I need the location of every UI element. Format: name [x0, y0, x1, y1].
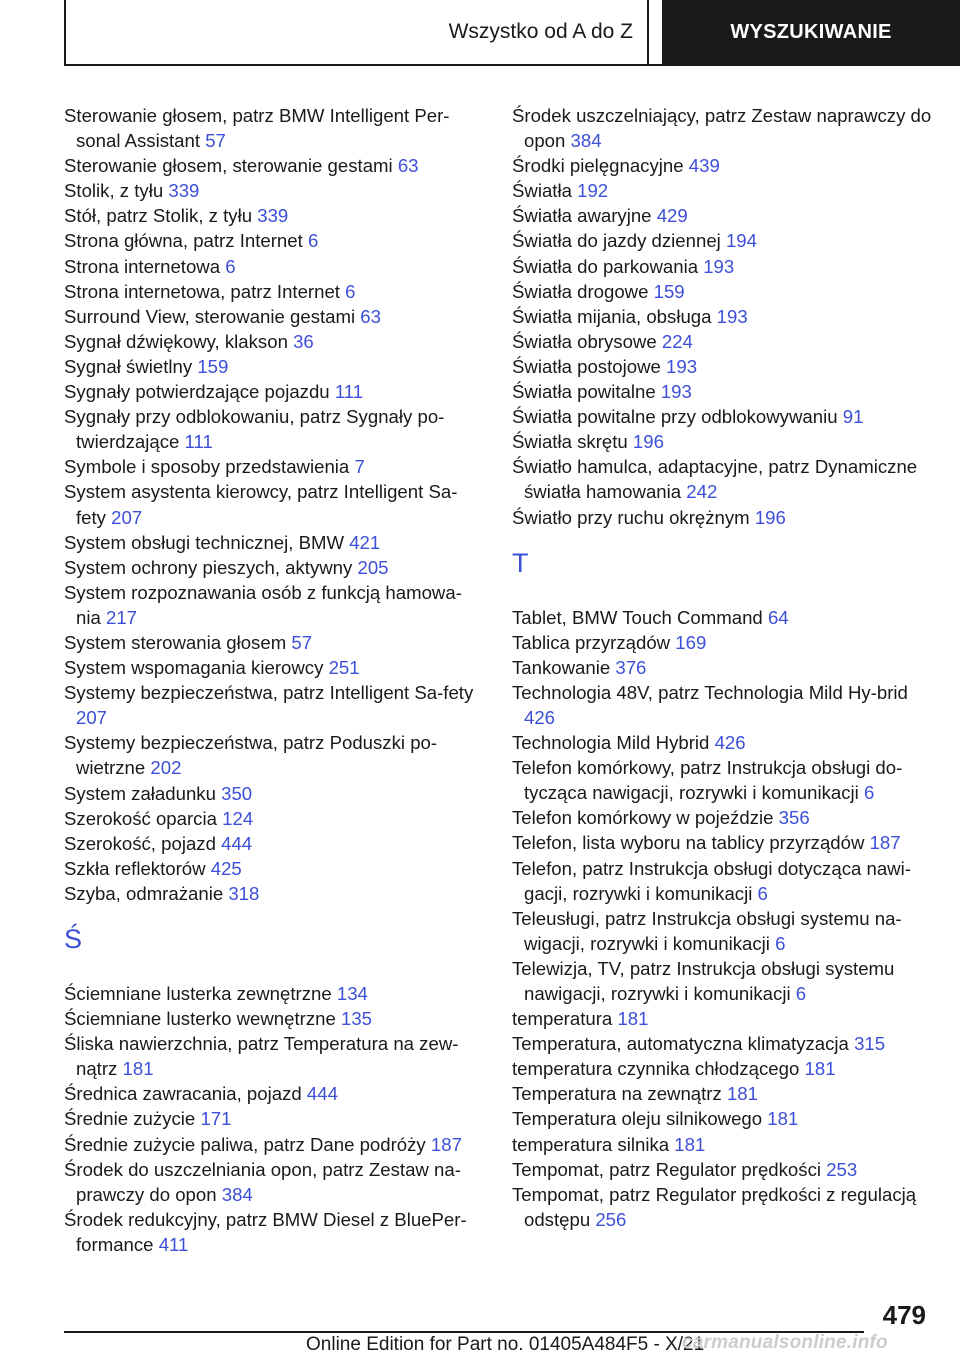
index-entry	[64, 781, 484, 806]
index-entry-text: Temperatura oleju silnikowego	[512, 1108, 763, 1130]
page-reference-link[interactable]: 193	[660, 381, 692, 403]
index-entry	[512, 429, 932, 454]
index-entry-text: Środek uszczelniający, patrz Zestaw naprawczy do opon	[512, 105, 932, 152]
page-reference-link[interactable]: 6	[863, 782, 875, 804]
page-reference-link[interactable]: 426	[524, 706, 556, 728]
index-letter-heading: T	[512, 547, 529, 578]
page-reference-link[interactable]: 426	[714, 732, 746, 754]
index-entry	[512, 805, 932, 830]
page-reference-link[interactable]: 6	[795, 983, 807, 1004]
page-reference-link[interactable]: 187	[430, 1133, 462, 1155]
page-reference-link[interactable]: 256	[595, 1208, 627, 1230]
index-entry	[512, 1132, 932, 1157]
index-entry	[64, 530, 484, 555]
index-entry-text: Tempomat, patrz Regulator prędkości	[512, 1158, 822, 1180]
index-entry	[512, 1081, 932, 1106]
index-entry	[512, 329, 932, 354]
index-entry-text: Szkła reflektorów	[64, 857, 206, 879]
page-reference-link[interactable]: 421	[349, 531, 381, 553]
index-entry	[512, 203, 932, 228]
page-number: 479	[882, 1300, 926, 1330]
page-reference-link[interactable]: 251	[328, 657, 360, 679]
index-entry-text: Średnie zużycie paliwa, patrz Dane podróży	[64, 1133, 426, 1155]
page-reference-link[interactable]: 350	[221, 782, 253, 804]
page-reference-link[interactable]: 64	[767, 606, 789, 628]
index-entry-text: Światła powitalne przy odblokowywaniu	[512, 406, 838, 428]
page-reference-link[interactable]: 318	[228, 882, 260, 904]
index-entry-text: System sterowania głosem	[64, 631, 287, 653]
page-reference-link[interactable]: 135	[340, 1008, 373, 1030]
index-entry-text: Tablica przyrządów	[512, 631, 671, 653]
index-entry-text: Temperatura na zewnątrz	[512, 1083, 722, 1105]
index-entry-text: System obsługi technicznej, BMW	[64, 531, 345, 553]
page-reference-link[interactable]: 207	[111, 506, 143, 528]
index-entry-text: Ściemniane lusterko wewnętrzne	[64, 1008, 336, 1030]
index-entry-text: Światła skrętu	[512, 431, 628, 453]
index-entry	[64, 228, 484, 253]
index-entry-text: Średnie zużycie	[64, 1108, 196, 1130]
page-reference-link[interactable]: 444	[306, 1083, 338, 1105]
index-entry-text: Tablet, BMW Touch Command	[512, 606, 763, 628]
page-reference-link[interactable]: 444	[221, 832, 253, 854]
index-entry	[512, 379, 932, 404]
index-entry	[512, 404, 932, 429]
page-reference-link[interactable]: 57	[205, 130, 226, 152]
edition-footer: Online Edition for Part no. 01405A484F5 - X/21	[306, 1334, 705, 1355]
index-entry-text: Stół, patrz Stolik, z tyłu	[64, 205, 253, 227]
index-entry-text: Sterowanie głosem, sterowanie gestami	[64, 155, 393, 177]
index-entry	[512, 354, 932, 379]
index-list	[512, 103, 932, 530]
index-entry-text: Systemy bezpieczeństwa, patrz Poduszki po-wietrzne	[64, 732, 438, 779]
index-entry	[512, 856, 932, 906]
index-entry-text: Światło hamulca, adaptacyjne, patrz Dynamiczne światła hamowania	[512, 456, 918, 503]
index-entry	[512, 605, 932, 630]
index-entry	[64, 655, 484, 680]
index-entry	[64, 1006, 484, 1031]
index-entry	[64, 856, 484, 881]
page-reference-link[interactable]: 193	[703, 255, 735, 277]
page-reference-link[interactable]: 193	[666, 355, 698, 377]
index-list	[512, 605, 932, 1232]
index-entry	[64, 379, 484, 404]
page-reference-link[interactable]: 6	[775, 932, 786, 954]
page-reference-link[interactable]: 6	[345, 280, 356, 302]
page-reference-link[interactable]: 159	[653, 280, 685, 302]
index-entry-text: System rozpoznawania osób z funkcją hamowa-nia	[64, 581, 462, 628]
index-entry	[512, 630, 932, 655]
page-reference-link[interactable]: 217	[106, 606, 138, 628]
page-reference-link[interactable]: 181	[617, 1008, 649, 1030]
index-entry-text: Telewizja, TV, patrz Instrukcja obsługi systemu nawigacji, rozrywki i komunikacji	[512, 957, 895, 1004]
page-reference-link[interactable]: 91	[842, 406, 864, 428]
index-entry-text: Światła	[512, 180, 572, 202]
page-reference-link[interactable]: 384	[570, 130, 602, 152]
index-entry-text: Światła mijania, obsługa	[512, 305, 712, 327]
index-column-left	[64, 103, 484, 1257]
page-reference-link[interactable]: 339	[168, 180, 200, 202]
index-entry	[512, 228, 932, 253]
index-entry	[512, 830, 932, 855]
index-entry	[512, 1157, 932, 1182]
index-entry	[512, 153, 932, 178]
page-reference-link[interactable]: 192	[577, 180, 609, 202]
index-entry	[512, 1006, 932, 1031]
index-entry	[64, 555, 484, 580]
index-entry-text: Środek do uszczelniania opon, patrz Zestaw na-prawczy do opon	[64, 1158, 461, 1205]
index-entry	[512, 279, 932, 304]
page-reference-link[interactable]: 425	[210, 857, 242, 879]
index-entry-text: Strona główna, patrz Internet	[64, 230, 303, 252]
index-entry-text: Światła obrysowe	[512, 330, 657, 352]
index-entry	[512, 454, 932, 504]
index-entry	[64, 1157, 484, 1207]
page-reference-link[interactable]: 6	[307, 230, 319, 252]
page-reference-link[interactable]: 134	[336, 983, 368, 1004]
page-reference-link[interactable]: 429	[656, 205, 688, 227]
index-entry	[512, 730, 932, 755]
index-entry-text: Sygnał dźwiękowy, klakson	[64, 330, 288, 352]
page-reference-link[interactable]: 7	[354, 456, 365, 478]
tab-search[interactable]: WYSZUKIWANIE	[662, 0, 960, 64]
tab-all-a-to-z[interactable]: Wszystko od A do Z	[64, 0, 649, 64]
index-entry-text: Tempomat, patrz Regulator prędkości z regulacją odstępu	[512, 1183, 917, 1230]
page-reference-link[interactable]: 253	[826, 1158, 858, 1180]
page-reference-link[interactable]: 63	[360, 305, 381, 327]
index-entry	[64, 153, 484, 178]
index-entry-text: Telefon, lista wyboru na tablicy przyrządów	[512, 832, 865, 854]
page-reference-link[interactable]: 57	[291, 631, 313, 653]
page-reference-link[interactable]: 384	[221, 1183, 253, 1205]
page-reference-link[interactable]: 124	[222, 807, 254, 829]
index-entry-text: Sygnał świetlny	[64, 355, 193, 377]
index-entry-text: Teleusługi, patrz Instrukcja obsługi systemu na-wigacji, rozrywki i komunikacji	[512, 907, 902, 954]
page-reference-link[interactable]: 194	[725, 230, 757, 252]
index-entry	[64, 1031, 484, 1081]
index-column-right	[512, 103, 932, 1232]
index-entry-text: Ściemniane lusterka zewnętrzne	[64, 983, 332, 1004]
index-entry	[64, 304, 484, 329]
page-reference-link[interactable]: 159	[197, 355, 229, 377]
page-reference-link[interactable]: 181	[122, 1058, 154, 1080]
page-reference-link[interactable]: 224	[661, 330, 693, 352]
index-entry-text: Telefon komórkowy, patrz Instrukcja obsługi do-tycząca nawigacji, rozrywki i komunikacji	[512, 757, 903, 804]
page-reference-link[interactable]: 181	[726, 1083, 758, 1105]
index-entry-text: Tankowanie	[512, 656, 611, 678]
page-reference-link[interactable]: 411	[158, 1233, 189, 1255]
index-entry	[64, 254, 484, 279]
index-list	[64, 981, 484, 1257]
index-entry	[64, 1081, 484, 1106]
page-reference-link[interactable]: 111	[184, 431, 213, 453]
index-entry-text: temperatura	[512, 1008, 613, 1030]
index-entry-text: Światła powitalne	[512, 381, 656, 403]
index-entry	[64, 630, 484, 655]
page-reference-link[interactable]: 6	[225, 255, 236, 277]
index-entry-text: Stolik, z tyłu	[64, 180, 164, 202]
index-entry	[512, 1106, 932, 1131]
index-entry-text: temperatura silnika	[512, 1133, 670, 1155]
index-entry-text: Środek redukcyjny, patrz BMW Diesel z BluePer-formance	[64, 1208, 467, 1255]
index-entry-text: Technologia 48V, patrz Technologia Mild Hy-brid	[512, 681, 908, 703]
page-reference-link[interactable]: 187	[869, 832, 901, 854]
index-entry	[64, 831, 484, 856]
index-entry-text: Systemy bezpieczeństwa, patrz Intelligent Sa-fety	[64, 682, 474, 704]
index-entry	[512, 1182, 932, 1232]
page-reference-link[interactable]: 376	[615, 656, 647, 678]
index-entry-text: Światła awaryjne	[512, 205, 652, 227]
index-entry	[64, 1207, 484, 1257]
index-entry	[64, 981, 484, 1006]
page-reference-link[interactable]: 111	[334, 381, 364, 403]
index-entry-text: Światła do jazdy dziennej	[512, 230, 721, 252]
page-reference-link[interactable]: 36	[293, 330, 314, 352]
index-entry-text: Telefon, patrz Instrukcja obsługi dotycząca nawi-gacji, rozrywki i komunikacji	[512, 857, 911, 904]
index-entry	[512, 906, 932, 956]
page-reference-link[interactable]: 439	[688, 155, 720, 177]
index-entry-text: Sygnały potwierdzające pojazdu	[64, 381, 330, 403]
index-entry-text: System ochrony pieszych, aktywny	[64, 556, 353, 578]
index-entry	[512, 304, 932, 329]
index-entry	[512, 505, 932, 530]
index-entry-text: Surround View, sterowanie gestami	[64, 305, 356, 327]
page-reference-link[interactable]: 181	[674, 1133, 706, 1155]
index-entry-text: Symbole i sposoby przedstawienia	[64, 456, 350, 478]
index-entry-text: System asystenta kierowcy, patrz Intelligent Sa-fety	[64, 481, 458, 528]
index-entry-text: Średnica zawracania, pojazd	[64, 1083, 302, 1105]
page-reference-link[interactable]: 356	[778, 807, 810, 829]
index-entry	[64, 103, 484, 153]
watermark: carmanualsonline.info	[682, 1332, 888, 1353]
page-reference-link[interactable]: 207	[76, 707, 108, 729]
index-entry-text: Światła postojowe	[512, 355, 661, 377]
index-entry	[64, 1132, 484, 1157]
index-list	[64, 103, 484, 906]
index-entry-text: temperatura czynnika chłodzącego	[512, 1058, 800, 1080]
index-entry	[64, 1106, 484, 1131]
index-entry	[64, 454, 484, 479]
index-entry	[512, 956, 932, 1006]
page-reference-link[interactable]: 193	[716, 305, 748, 327]
index-entry	[64, 279, 484, 304]
index-entry	[512, 178, 932, 203]
page-reference-link[interactable]: 196	[754, 506, 786, 528]
index-entry	[64, 881, 484, 906]
index-entry-text: Światła do parkowania	[512, 255, 699, 277]
index-entry-text: Strona internetowa, patrz Internet	[64, 280, 340, 302]
page-reference-link[interactable]: 315	[854, 1033, 886, 1055]
page-reference-link[interactable]: 181	[767, 1108, 799, 1130]
page-reference-link[interactable]: 171	[200, 1108, 232, 1130]
page-reference-link[interactable]: 196	[632, 431, 664, 453]
page-reference-link[interactable]: 242	[686, 481, 718, 503]
index-entry	[64, 479, 484, 529]
page-reference-link[interactable]: 202	[150, 757, 182, 779]
page-reference-link[interactable]: 339	[257, 205, 289, 227]
index-entry-text: Technologia Mild Hybrid	[512, 732, 710, 754]
index-entry-text: Temperatura, automatyczna klimatyzacja	[512, 1033, 849, 1055]
index-entry-text: Szerokość oparcia	[64, 807, 217, 829]
page-reference-link[interactable]: 169	[675, 631, 707, 653]
index-entry	[512, 1056, 932, 1081]
index-entry-text: Strona internetowa	[64, 255, 221, 277]
index-entry-text: System wspomagania kierowcy	[64, 657, 324, 679]
index-entry	[64, 203, 484, 228]
index-entry	[64, 680, 484, 730]
index-entry	[512, 680, 932, 730]
index-entry	[512, 254, 932, 279]
index-entry-text: Sygnały przy odblokowaniu, patrz Sygnały po-twierdzające	[64, 406, 445, 453]
page-reference-link[interactable]: 63	[397, 155, 419, 177]
index-entry	[64, 354, 484, 379]
index-entry	[64, 404, 484, 454]
index-entry-text: Śliska nawierzchnia, patrz Temperatura na zew-nątrz	[64, 1033, 459, 1080]
index-entry	[64, 806, 484, 831]
index-entry	[512, 755, 932, 805]
index-entry	[64, 730, 484, 780]
index-entry	[64, 580, 484, 630]
index-entry-text: System załadunku	[64, 782, 216, 804]
page-reference-link[interactable]: 205	[357, 556, 389, 578]
index-entry	[512, 1031, 932, 1056]
page-reference-link[interactable]: 6	[757, 882, 768, 904]
index-entry-text: Środki pielęgnacyjne	[512, 155, 684, 177]
page-reference-link[interactable]: 181	[804, 1058, 836, 1080]
index-entry	[512, 103, 932, 153]
index-entry-text: Telefon komórkowy w pojeździe	[512, 807, 774, 829]
index-entry	[64, 329, 484, 354]
index-entry-text: Sterowanie głosem, patrz BMW Intelligent Per-sonal Assistant	[64, 105, 450, 152]
index-entry-text: Szerokość, pojazd	[64, 832, 216, 854]
index-entry	[512, 655, 932, 680]
index-entry-text: Szyba, odmrażanie	[64, 882, 224, 904]
header-divider	[64, 64, 960, 66]
index-entry	[64, 178, 484, 203]
index-entry-text: Światła drogowe	[512, 280, 649, 302]
index-letter-heading: Ś	[64, 924, 83, 954]
index-entry-text: Światło przy ruchu okrężnym	[512, 506, 750, 528]
